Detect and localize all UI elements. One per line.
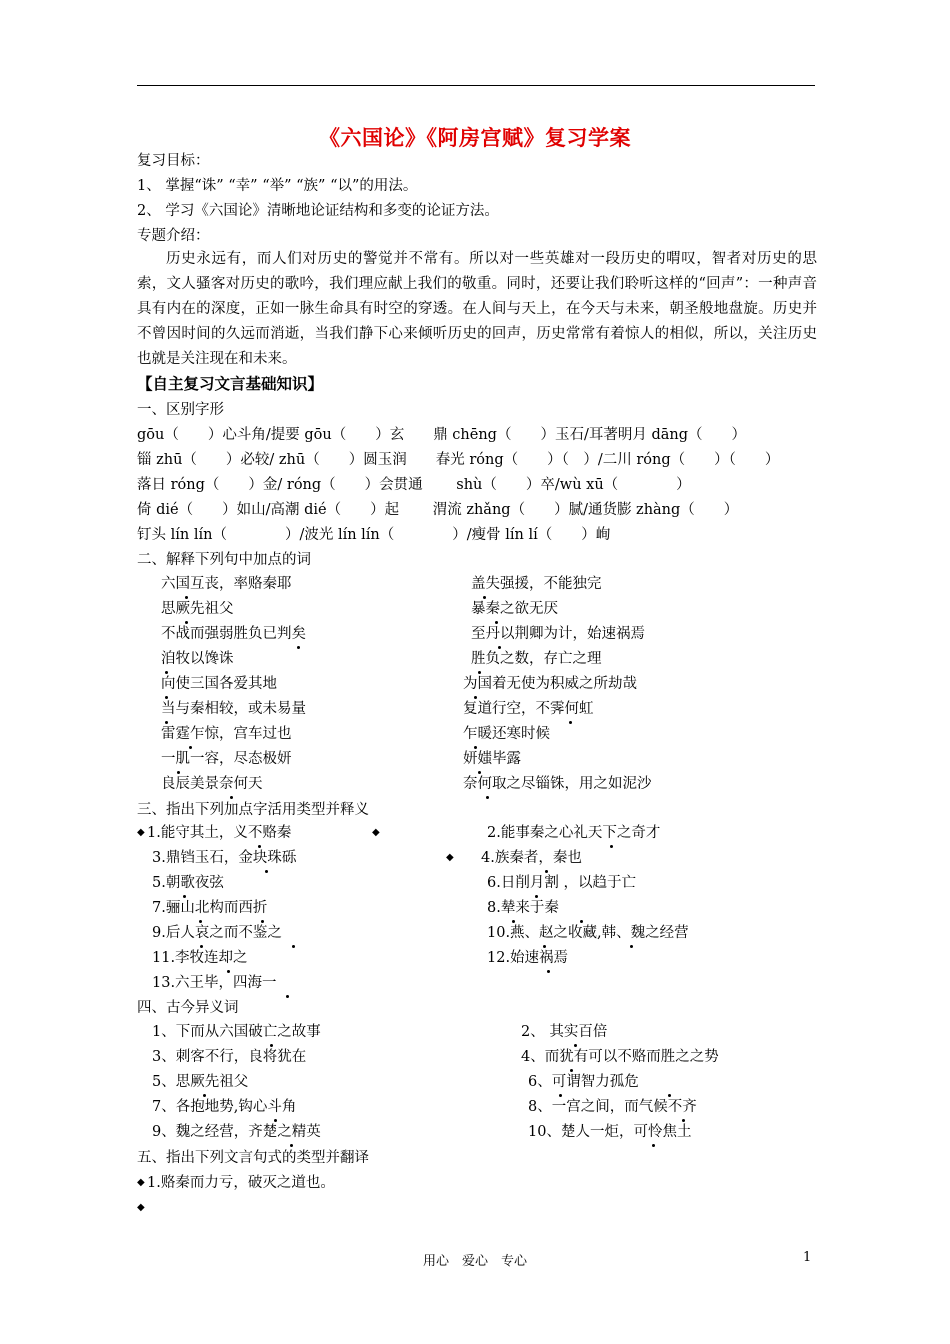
sentence-left: 六国互丧，率赂秦耶 [161, 576, 292, 592]
emphasis-dot [203, 1094, 206, 1097]
emphasis-dot [580, 920, 583, 923]
emphasis-dot [199, 920, 202, 923]
diamond-bullet: ◆ [372, 827, 380, 838]
sentence-left: 向使三国各爱其地 [161, 676, 277, 692]
goal-item: 1、 掌握“诛” “幸” “举” “族” “以”的用法。 [137, 178, 418, 194]
emphasis-dot [290, 1144, 293, 1147]
sentence-left: 洎牧以馋诛 [161, 651, 234, 667]
emphasis-dot [165, 671, 168, 674]
word-left: 9、魏之经营，齐楚之精英 [152, 1124, 321, 1140]
emphasis-dot [227, 970, 230, 973]
intro-paragraph: 历史永远有，而人们对历史的警觉并不常有。所以对一些英雄对一段历史的喟叹，智者对历史的思索，文人骚客对历史的歌吟，我们理应献上我们的敬重。同时，还要让我们聆听这样的“回声”：一种声音具有内在的深度，正如一脉生命具有时空的穿透。在人间与天上，在今天与未来，朝圣般地盘旋。历史并不曾因时间的久远而消逝，当我们静下心来倾听历史的回声，历史常常有着惊人的相似，所以，关注历史也就是关注现在和未来。 [137, 251, 817, 367]
emphasis-dot [574, 1044, 577, 1047]
sentence-right: 乍暖还寒时候 [463, 726, 550, 742]
sentence-right: 为国着无使为积威之所劫哉 [463, 676, 637, 692]
sentence-right: 胜负之数，存亡之理 [471, 651, 602, 667]
section-heading: 【自主复习文言基础知识】 [137, 375, 324, 393]
usage-right: 4.族秦者，秦也 [481, 850, 582, 866]
section-2-heading: 二、解释下列句中加点的词 [137, 552, 311, 568]
diamond-bullet: ◆ [137, 827, 145, 838]
word-left: 5、思厥先祖父 [152, 1074, 249, 1090]
sentence-left: 不战而强弱胜负已判矣 [161, 626, 306, 642]
section-5-heading: 五、指出下列文言句式的类型并翻译 [137, 1150, 369, 1166]
page-number: 1 [803, 1250, 812, 1265]
sentence-left: 一肌一容，尽态极妍 [161, 751, 292, 767]
sentence-left: 思厥先祖父 [161, 601, 234, 617]
emphasis-dot [270, 1044, 273, 1047]
glyph-line: 钉头 lín lín（ ）/波光 lín lín（ ）/瘦骨 lín lí（ ）峋 [137, 527, 611, 543]
emphasis-dot [286, 995, 289, 998]
header-rule [137, 85, 815, 86]
word-left: 3、刺客不行，良将犹在 [152, 1049, 307, 1065]
emphasis-dot [483, 596, 486, 599]
pattern-sentence: 1.赂秦而力亏，破灭之道也。 [147, 1175, 335, 1191]
emphasis-dot [512, 920, 515, 923]
usage-left: 1.能守其土，义不赂秦 [147, 825, 292, 841]
emphasis-dot [258, 845, 261, 848]
sentence-right: 复道行空，不霁何虹 [463, 701, 594, 717]
usage-left: 11.李牧连却之 [152, 950, 248, 966]
usage-right: 12.始速祸焉 [487, 950, 569, 966]
emphasis-dot [183, 895, 186, 898]
glyph-line: 锱 zhū（ ）必较/ zhū（ ）圆玉润 春光 róng（ ）（ ）/二川 róng（ ）（ ） [137, 452, 780, 468]
word-right: 4、而犹有可以不赂而胜之之势 [521, 1049, 719, 1065]
emphasis-dot [230, 796, 233, 799]
emphasis-dot [498, 646, 501, 649]
usage-left: 3.鼎铛玉石，金块珠砾 [152, 850, 297, 866]
emphasis-dot [682, 1119, 685, 1122]
word-right: 2、 其实百倍 [521, 1024, 608, 1040]
usage-right: 2.能事秦之心礼天下之奇才 [487, 825, 661, 841]
usage-left: 5.朝歌夜弦 [152, 875, 224, 891]
sentence-left: 雷霆乍惊，宫车过也 [161, 726, 292, 742]
emphasis-dot [261, 920, 264, 923]
emphasis-dot [185, 621, 188, 624]
intro-heading: 专题介绍： [137, 228, 210, 244]
sentence-right: 至丹以荆卿为计，始速祸焉 [471, 626, 645, 642]
emphasis-dot [165, 721, 168, 724]
sentence-right: 妍媸毕露 [463, 751, 521, 767]
goals-heading: 复习目标： [137, 153, 210, 169]
document-title: 《六国论》《阿房宫赋》复习学案 [319, 126, 631, 150]
emphasis-dot [265, 870, 268, 873]
sentence-right: 奈何取之尽锱铢，用之如泥沙 [463, 776, 652, 792]
emphasis-dot [559, 1094, 562, 1097]
glyph-line: 倚 dié（ ）如山/高潮 dié（ ）起 渭流 zhǎng（ ）腻/通货膨 zhàng（ ） [137, 502, 739, 518]
sentence-right: 暴秦之欲无厌 [471, 601, 558, 617]
emphasis-dot [543, 945, 546, 948]
word-left: 7、各抱地势,钩心斗角 [152, 1099, 297, 1115]
emphasis-dot [274, 1119, 277, 1122]
word-right: 10、楚人一炬，可怜焦土 [528, 1124, 692, 1140]
diamond-bullet: ◆ [446, 852, 454, 863]
emphasis-dot [177, 771, 180, 774]
emphasis-dot [569, 721, 572, 724]
section-1-heading: 一、区别字形 [137, 402, 224, 418]
emphasis-dot [478, 671, 481, 674]
emphasis-dot [668, 1094, 671, 1097]
emphasis-dot [535, 895, 538, 898]
emphasis-dot [292, 945, 295, 948]
diamond-bullet: ◆ [137, 1202, 145, 1213]
emphasis-dot [474, 746, 477, 749]
emphasis-dot [200, 945, 203, 948]
sentence-left: 当与秦相较，或未易量 [161, 701, 306, 717]
emphasis-dot [610, 845, 613, 848]
section-3-heading: 三、指出下列加点字活用类型并释义 [137, 802, 369, 818]
diamond-bullet: ◆ [137, 1177, 145, 1188]
glyph-line: gōu（ ）心斗角/提要 gōu（ ）玄 鼎 chēng（ ）玉石/耳著明月 dāng（ ） [137, 427, 747, 443]
emphasis-dot [486, 796, 489, 799]
emphasis-dot [189, 746, 192, 749]
word-right: 8、一宫之间，而气候不齐 [528, 1099, 697, 1115]
glyph-line: 落日 róng（ ）金/ róng（ ）会贯通 shù（ ）卒/wù xū（ ） [137, 477, 691, 493]
sentence-right: 盖失强援，不能独完 [471, 576, 602, 592]
emphasis-dot [547, 970, 550, 973]
emphasis-dot [495, 621, 498, 624]
emphasis-dot [297, 646, 300, 649]
usage-right: 10.燕、赵之收藏,韩、魏之经营 [487, 925, 689, 941]
emphasis-dot [185, 596, 188, 599]
emphasis-dot [165, 696, 168, 699]
emphasis-dot [478, 771, 481, 774]
usage-left: 9.后人哀之而不鉴之 [152, 925, 282, 941]
sentence-left: 良辰美景奈何天 [161, 776, 263, 792]
emphasis-dot [474, 696, 477, 699]
emphasis-dot [545, 870, 548, 873]
page-footer: 用心 爱心 专心 [422, 1254, 527, 1269]
word-left: 1、下而从六国破亡之故事 [152, 1024, 321, 1040]
word-right: 6、可谓智力孤危 [528, 1074, 639, 1090]
usage-left: 7.骊山北构而西折 [152, 900, 268, 916]
usage-left: 13.六王毕，四海一 [152, 975, 277, 991]
usage-right: 6.日削月割 ，以趋于亡 [487, 875, 636, 891]
section-4-heading: 四、古今异义词 [137, 1000, 239, 1016]
emphasis-dot [652, 1144, 655, 1147]
emphasis-dot [630, 945, 633, 948]
usage-right: 8.辇来于秦 [487, 900, 559, 916]
emphasis-dot [570, 1069, 573, 1072]
goal-item: 2、 学习《六国论》清晰地论证结构和多变的论证方法。 [137, 203, 499, 219]
